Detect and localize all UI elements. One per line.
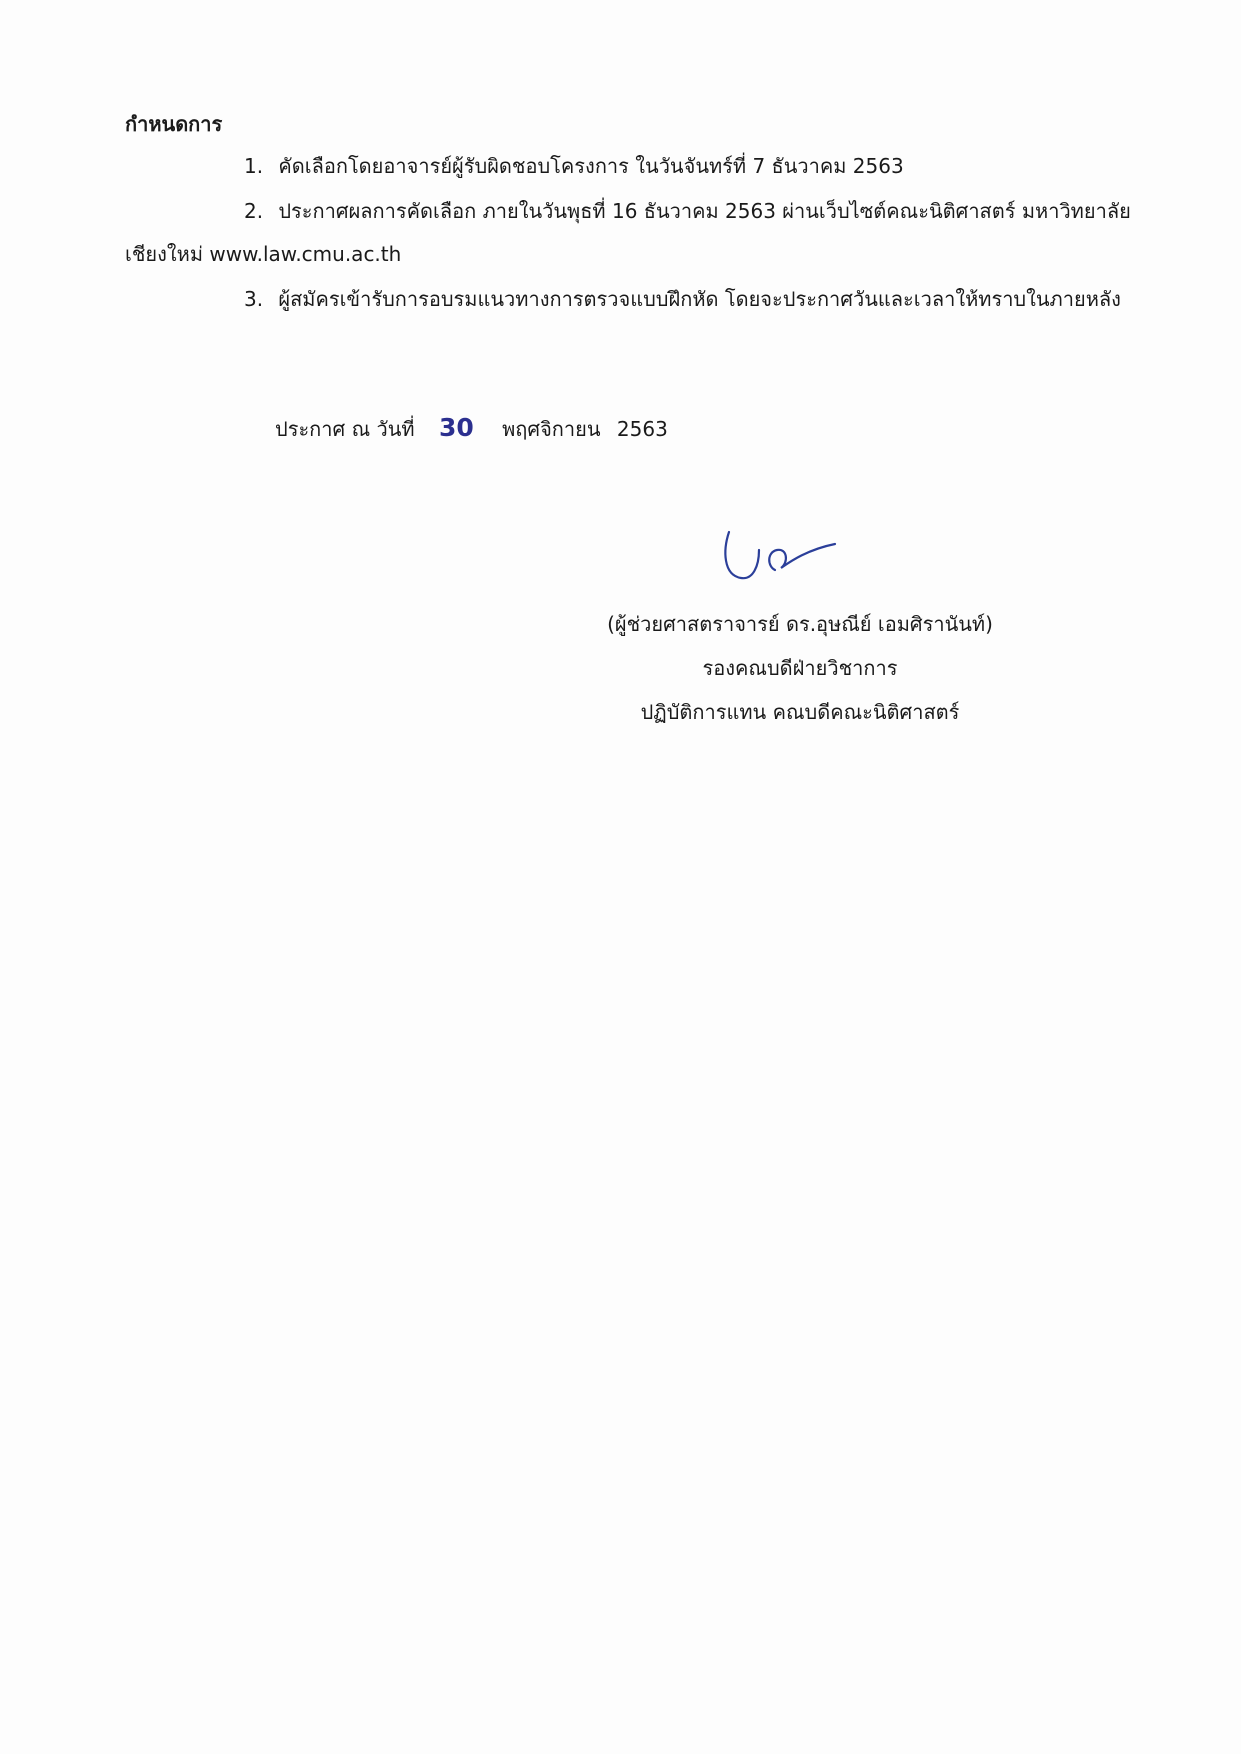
item-text: ประกาศผลการคัดเลือก ภายในวันพุธที่ 16 ธันวาคม 2563 ผ่านเว็บไซต์คณะนิติศาสตร์ มหาวิทยาลัย (278, 199, 1131, 223)
announcement-year: 2563 (616, 417, 668, 441)
announcement-day: 30 (438, 413, 474, 442)
item-text: ผู้สมัครเข้ารับการอบรมแนวทางการตรวจแบบฝึกหัด โดยจะประกาศวันและเวลาให้ทราบในภายหลัง (278, 287, 1121, 311)
announcement-prefix: ประกาศ ณ วันที่ (275, 417, 415, 441)
item-number: 2. (244, 199, 264, 223)
handwritten-signature (715, 520, 855, 590)
signatory-name: (ผู้ช่วยศาสตราจารย์ ดร.อุษณีย์ เอมศิรานันท์) (607, 612, 993, 636)
announcement-date (275, 413, 668, 444)
announcement-month: พฤศจิกายน (502, 417, 601, 441)
signatory-acting: ปฏิบัติการแทน คณบดีคณะนิติศาสตร์ (640, 700, 960, 724)
signatory-block (560, 610, 1040, 742)
schedule-item-2 (244, 197, 1131, 225)
item-number: 1. (244, 154, 264, 178)
schedule-item-1 (244, 152, 904, 180)
schedule-item-3 (244, 285, 1121, 313)
item-text: คัดเลือกโดยอาจารย์ผู้รับผิดชอบโครงการ ในวันจันทร์ที่ 7 ธันวาคม 2563 (278, 154, 904, 178)
signatory-position: รองคณบดีฝ่ายวิชาการ (702, 656, 898, 680)
item-number: 3. (244, 287, 264, 311)
schedule-item-2-continuation: เชียงใหม่ www.law.cmu.ac.th (125, 242, 402, 266)
schedule-heading: กำหนดการ (125, 112, 223, 136)
